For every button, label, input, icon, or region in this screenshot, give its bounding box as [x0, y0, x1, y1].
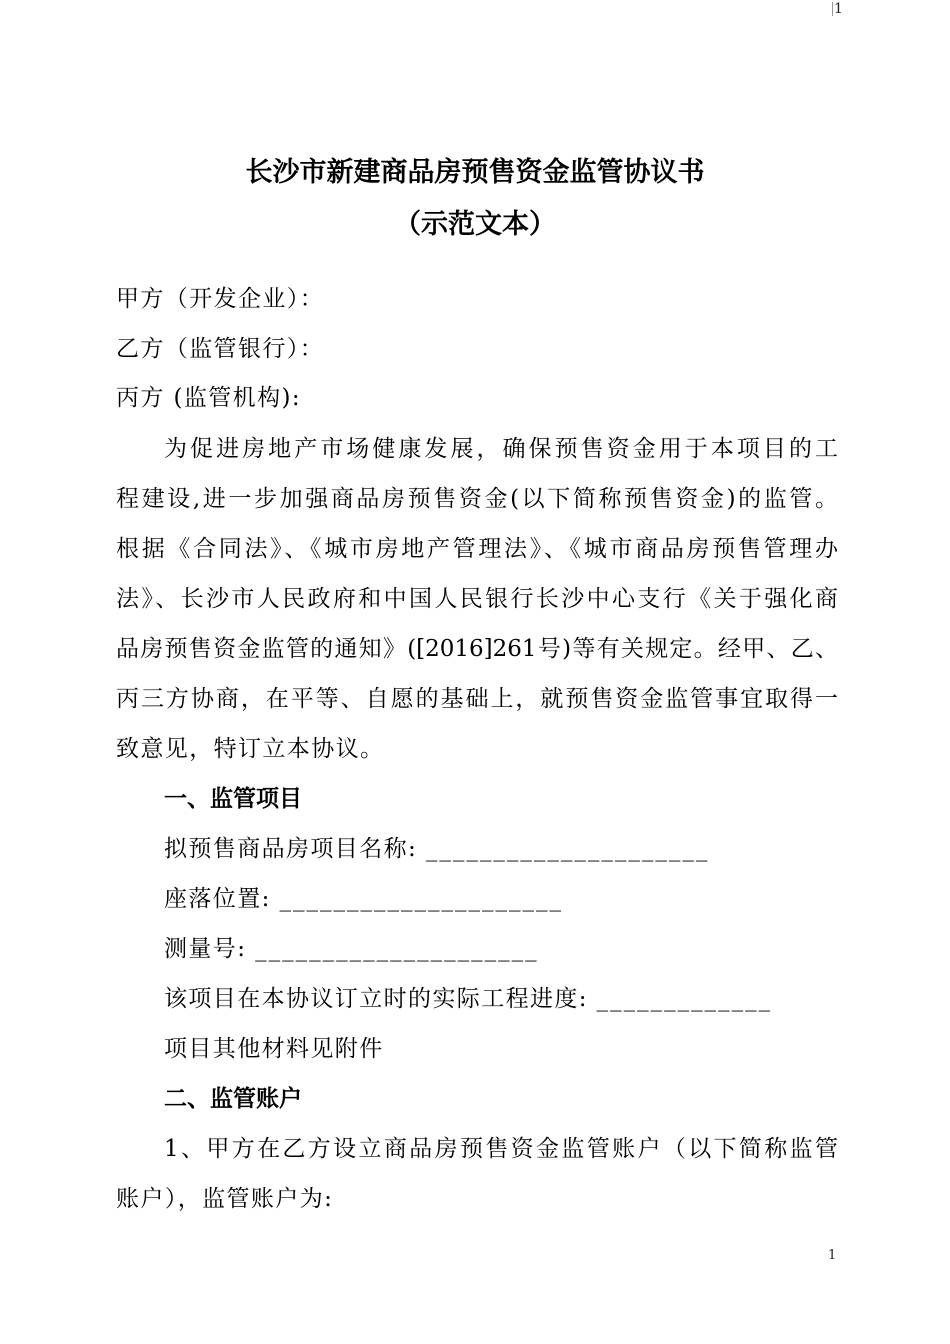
header-page-number: 1	[834, 1, 843, 17]
location-blank: _____________________	[279, 886, 563, 912]
document-title: 长沙市新建商品房预售资金监管协议书	[245, 157, 705, 188]
party-b-line: 乙方（监管银行）：	[116, 336, 325, 362]
project-name-field	[164, 834, 838, 864]
preamble-line: 致意见，特订立本协议。	[116, 736, 385, 762]
section-heading-account: 二、监管账户	[164, 1086, 302, 1112]
project-name-label: 拟预售商品房项目名称:	[164, 836, 418, 862]
account-clause-line: 1、甲方在乙方设立商品房预售资金监管账户（以下简称监管	[164, 1136, 838, 1162]
other-materials-line: 项目其他材料见附件	[164, 1036, 384, 1062]
preamble-line: 程建设,进一步加强商品房预售资金(以下简称预售资金)的监管。	[116, 486, 838, 512]
preamble-line: 丙三方协商，在平等、自愿的基础上，就预售资金监管事宜取得一	[116, 686, 838, 712]
preamble-line: 根据《合同法》、《城市房地产管理法》、《城市商品房预售管理办	[116, 536, 838, 562]
account-clause-line: 账户），监管账户为:	[116, 1186, 334, 1212]
progress-field	[164, 984, 838, 1014]
survey-number-label: 测量号:	[164, 936, 247, 962]
document-subtitle: （示范文本）	[394, 209, 556, 240]
preamble-line: 品房预售资金监管的通知》([2016]261号)等有关规定。经甲、乙、	[116, 636, 838, 662]
party-a-line: 甲方（开发企业）：	[116, 286, 325, 312]
survey-number-blank: _____________________	[255, 936, 539, 962]
project-name-blank: _____________________	[425, 836, 710, 862]
progress-blank: _____________	[596, 986, 773, 1012]
footer-page-number: 1	[828, 1248, 837, 1263]
progress-label: 该项目在本协议订立时的实际工程进度:	[164, 986, 588, 1012]
preamble-line: 法》、长沙市人民政府和中国人民银行长沙中心支行《关于强化商	[116, 586, 838, 612]
party-c-line: 丙方 (监管机构):	[116, 385, 302, 411]
preamble-line: 为促进房地产市场健康发展，确保预售资金用于本项目的工	[164, 436, 838, 462]
location-label: 座落位置:	[164, 886, 271, 912]
location-field	[164, 884, 838, 914]
section-heading-project: 一、监管项目	[164, 786, 302, 812]
page-corner-mark	[832, 2, 833, 16]
survey-number-field	[164, 934, 838, 964]
